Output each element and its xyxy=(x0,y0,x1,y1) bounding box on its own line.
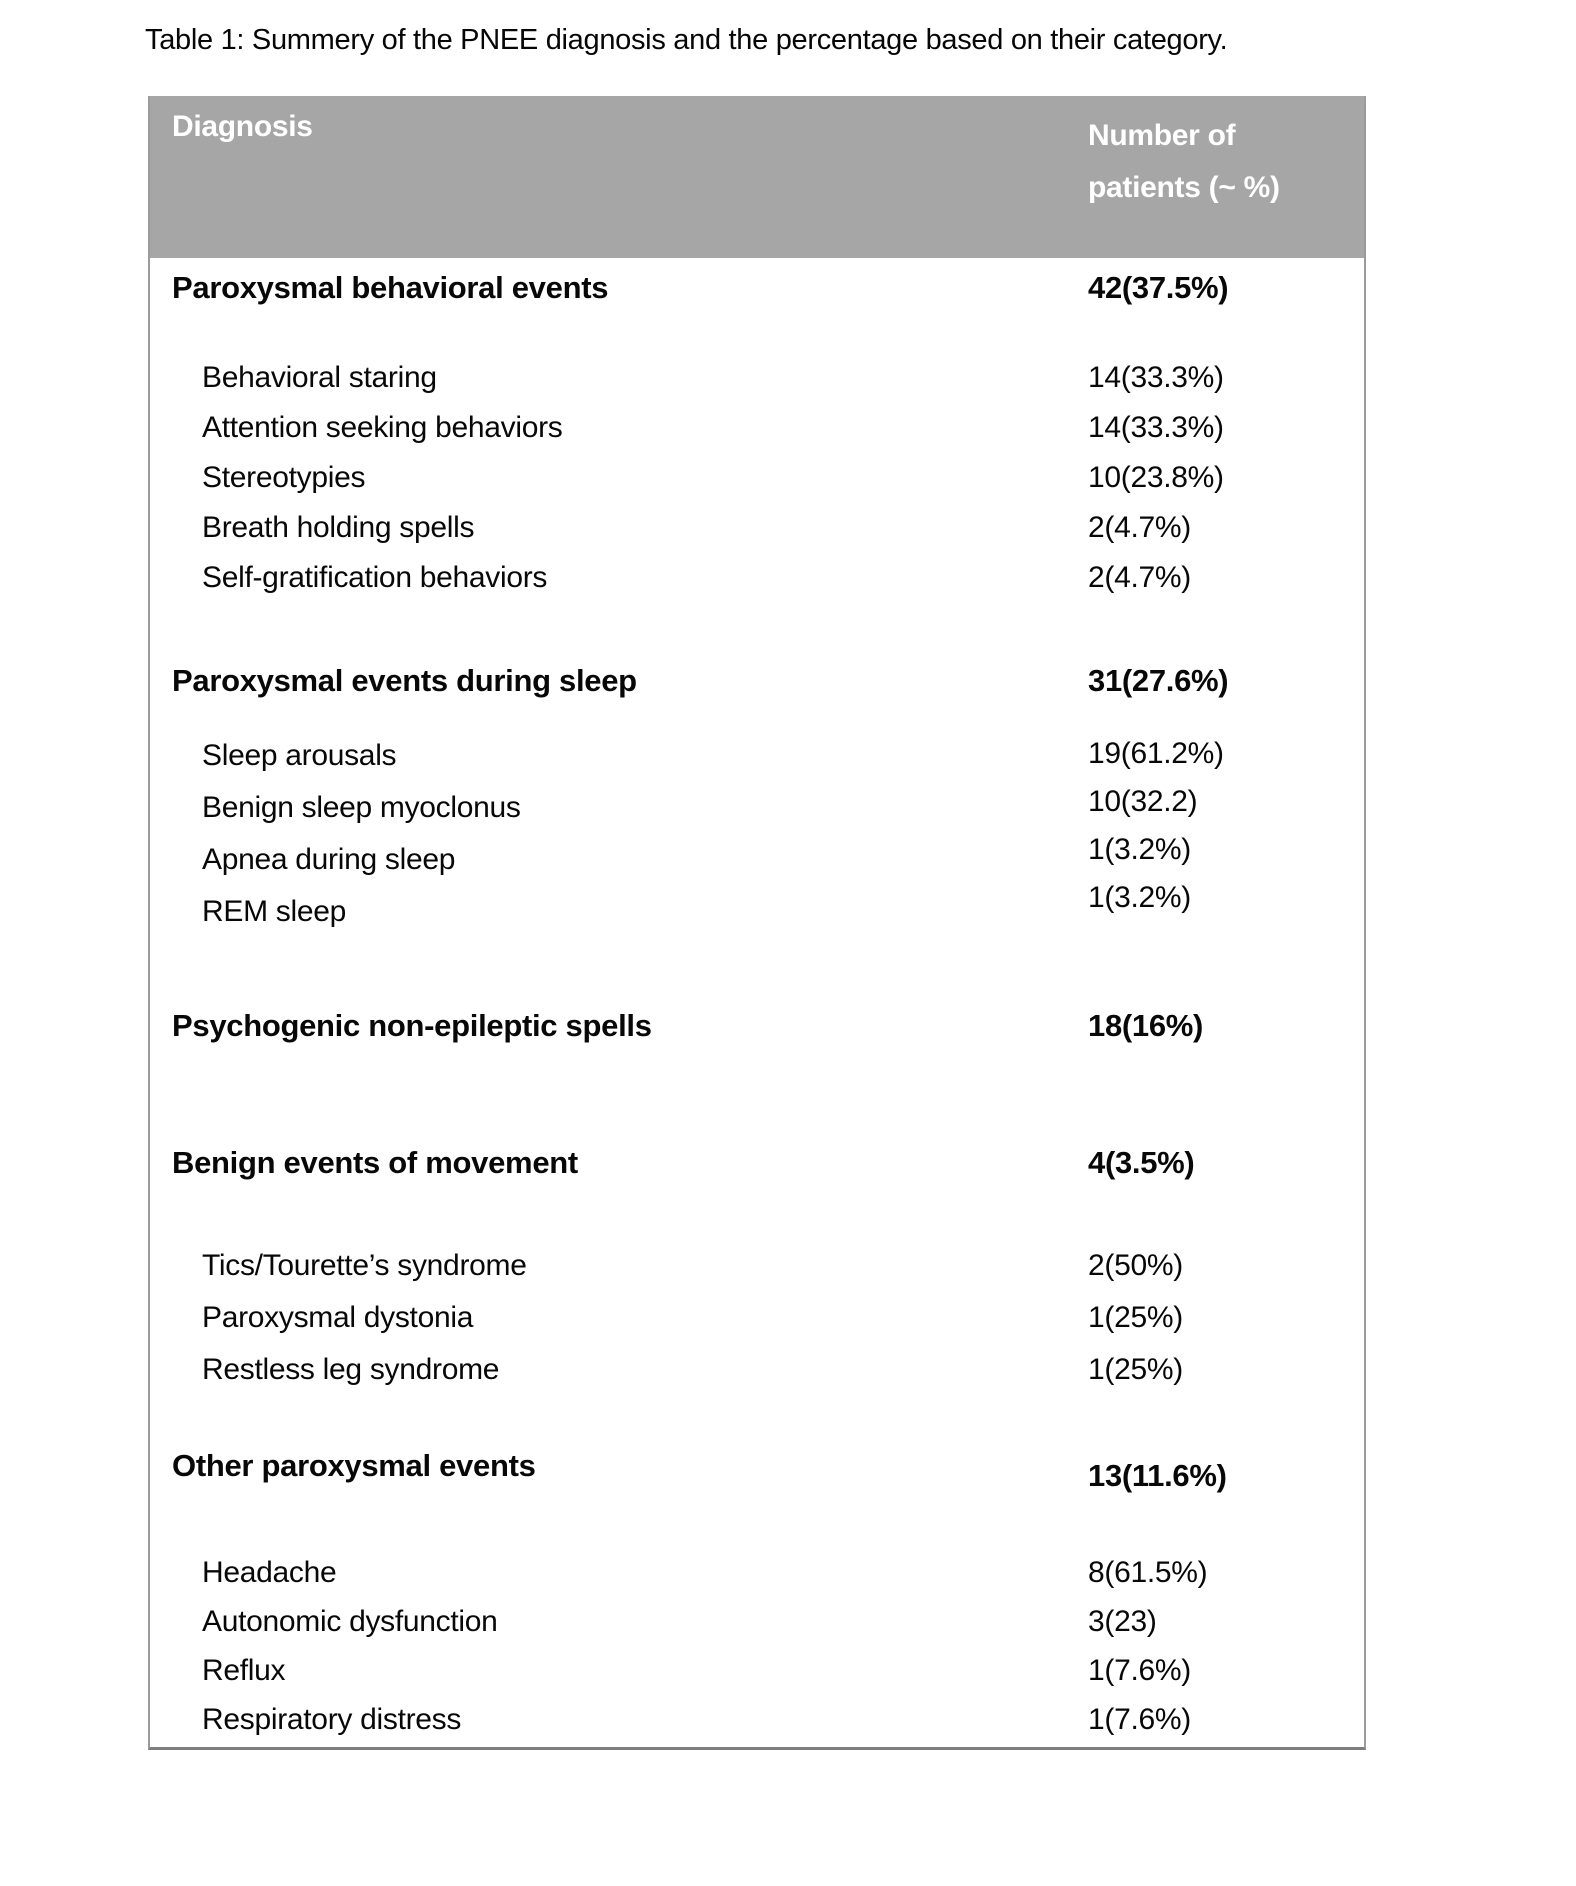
item-label: Sleep arousals xyxy=(202,739,397,772)
column-header-number-of-patients: Number of patients (~ %) xyxy=(1088,119,1280,204)
item-value: 1(7.6%) xyxy=(1088,1654,1191,1687)
item-label: Behavioral staring xyxy=(202,361,437,394)
item-value: 8(61.5%) xyxy=(1088,1556,1208,1589)
item-value: 1(3.2%) xyxy=(1088,833,1191,866)
item-label: Self-gratification behaviors xyxy=(202,561,548,594)
item-label: REM sleep xyxy=(202,895,347,928)
item-value: 1(25%) xyxy=(1088,1353,1183,1386)
section-value: 4(3.5%) xyxy=(1088,1145,1195,1180)
section-value: 18(16%) xyxy=(1088,1008,1204,1043)
item-label: Paroxysmal dystonia xyxy=(202,1301,474,1334)
item-label: Restless leg syndrome xyxy=(202,1353,500,1386)
item-label: Headache xyxy=(202,1556,337,1589)
section-label: Psychogenic non-epileptic spells xyxy=(172,1008,652,1043)
section-value: 13(11.6%) xyxy=(1088,1458,1227,1493)
section-value: 42(37.5%) xyxy=(1088,270,1229,305)
item-label: Respiratory distress xyxy=(202,1703,462,1736)
item-label: Tics/Tourette’s syndrome xyxy=(202,1249,527,1282)
item-value: 1(3.2%) xyxy=(1088,881,1191,914)
item-value: 19(61.2%) xyxy=(1088,737,1224,770)
item-value: 1(25%) xyxy=(1088,1301,1183,1334)
section-label: Benign events of movement xyxy=(172,1145,578,1180)
table-caption: Table 1: Summery of the PNEE diagnosis and the percentage based on their category. xyxy=(145,24,1228,56)
item-value: 14(33.3%) xyxy=(1088,361,1224,394)
item-value: 1(7.6%) xyxy=(1088,1703,1191,1736)
item-label: Breath holding spells xyxy=(202,511,475,544)
section-label: Paroxysmal events during sleep xyxy=(172,663,637,698)
item-value: 10(23.8%) xyxy=(1088,461,1224,494)
table-header-row xyxy=(150,97,1364,258)
item-value: 3(23) xyxy=(1088,1605,1157,1638)
item-label: Autonomic dysfunction xyxy=(202,1605,498,1638)
item-value: 2(4.7%) xyxy=(1088,561,1191,594)
item-label: Reflux xyxy=(202,1654,286,1687)
item-label: Apnea during sleep xyxy=(202,843,456,876)
item-value: 14(33.3%) xyxy=(1088,411,1224,444)
item-value: 2(4.7%) xyxy=(1088,511,1191,544)
item-label: Stereotypies xyxy=(202,461,366,494)
column-header-diagnosis: Diagnosis xyxy=(172,110,313,143)
item-label: Attention seeking behaviors xyxy=(202,411,563,444)
item-value: 2(50%) xyxy=(1088,1249,1183,1282)
section-value: 31(27.6%) xyxy=(1088,663,1229,698)
item-label: Benign sleep myoclonus xyxy=(202,791,521,824)
diagnosis-table xyxy=(148,96,1366,1750)
item-value: 10(32.2) xyxy=(1088,785,1198,818)
section-label: Other paroxysmal events xyxy=(172,1448,536,1483)
section-label: Paroxysmal behavioral events xyxy=(172,270,609,305)
